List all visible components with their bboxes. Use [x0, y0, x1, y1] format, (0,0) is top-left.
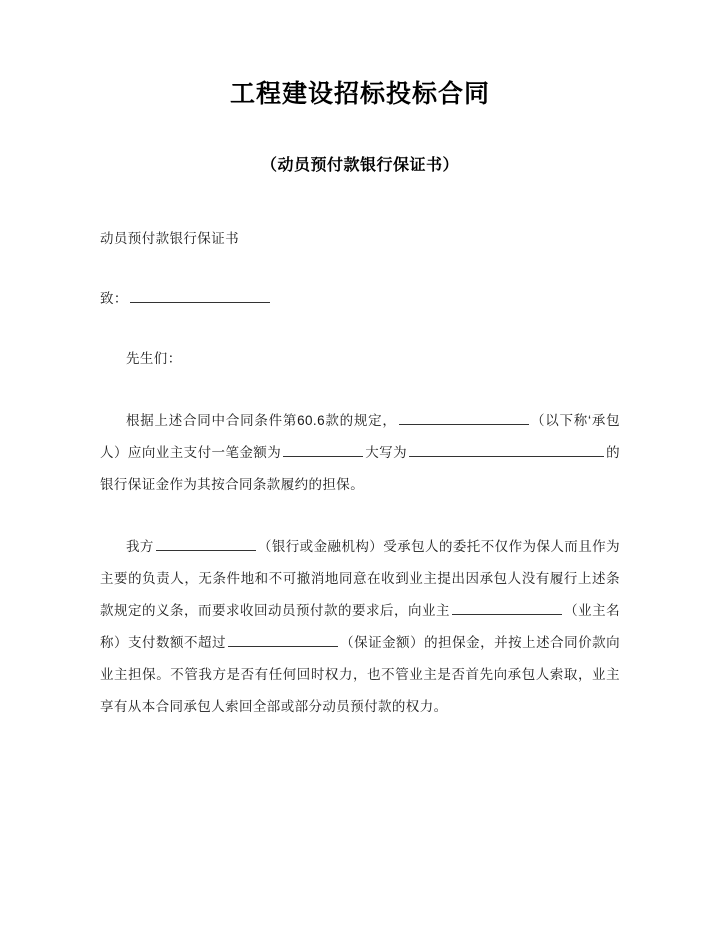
page-subtitle: （动员预付款银行保证书）: [260, 157, 459, 174]
para2-blank-owner[interactable]: [452, 599, 562, 615]
para2-segment-1: 我方: [126, 539, 154, 554]
addressee-label: 致：: [100, 291, 128, 306]
document-body: [100, 175, 620, 723]
para2-blank-guarantee-amount[interactable]: [228, 631, 338, 647]
para1-segment-2: （以下称‘承包人）应向业主支付一笔金额为: [100, 413, 620, 460]
para1-blank-contractor[interactable]: [399, 409, 529, 425]
salutation: 先生们：: [126, 351, 182, 366]
para1-blank-amount-words[interactable]: [409, 441, 604, 457]
para2-blank-bank[interactable]: [156, 535, 256, 551]
para2-segment-2: （银行或金融机构）受承包人的委托不仅作为保人而且作为主要的负责人，无条件地和不可撤消地同意在收到业主提出因承包人没有履行上述条款规定的义条，而要求收回动员预付款的要求后，向业主: [100, 539, 620, 618]
para2-segment-4: （保证金额）的担保金，并按上述合同价款向业主担保。不管我方是否有任何回时权力，也不管业主是否首先向承包人索取，业主享有从本合同承包人索回全部或部分动员预付款的权力。: [100, 635, 620, 714]
page-title: 工程建设招标投标合同: [229, 80, 490, 108]
para1-segment-1: 根据上述合同中合同条件第60.6款的规定，: [126, 413, 397, 428]
addressee-line: [100, 283, 620, 315]
paragraph-bank-guarantee: [100, 531, 620, 723]
para1-blank-amount[interactable]: [283, 441, 363, 457]
section-heading: 动员预付款银行保证书: [100, 231, 239, 246]
addressee-blank[interactable]: [130, 287, 270, 303]
paragraph-contract-terms: [100, 405, 620, 501]
para1-segment-4: 的银行保证金作为其按合同条款履约的担保。: [100, 445, 621, 492]
para2-segment-3: （业主名称）支付数额不超过: [100, 603, 620, 650]
para1-segment-3: 大写为: [365, 445, 408, 460]
